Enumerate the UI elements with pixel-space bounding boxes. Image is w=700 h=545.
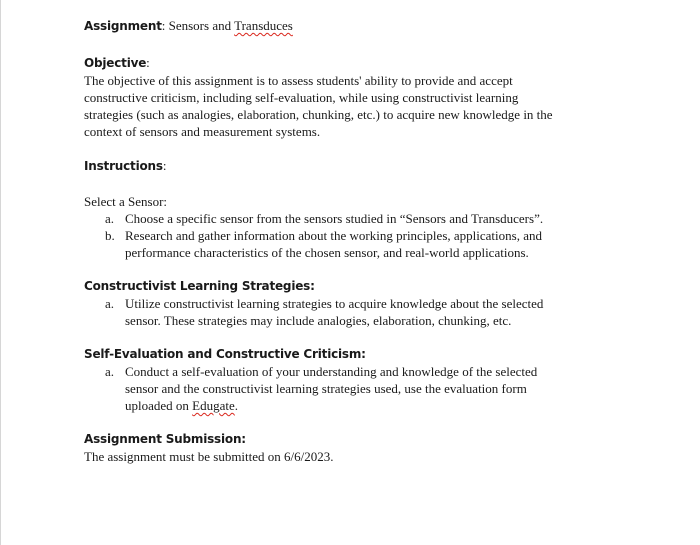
instructions-heading: Instructions bbox=[84, 159, 163, 173]
list-item-line: sensor and the constructivist learning strategies used, use the evaluation form bbox=[125, 381, 527, 396]
submission-text: The assignment must be submitted on 6/6/2023. bbox=[84, 449, 334, 464]
list-item bbox=[84, 210, 614, 227]
assignment-title-prefix: Sensors and bbox=[168, 18, 235, 33]
instructions-heading-line bbox=[84, 157, 614, 175]
list-marker: a. bbox=[105, 211, 115, 226]
objective-line: The objective of this assignment is to assess students' ability to provide and accept bbox=[84, 73, 513, 88]
objective-colon: : bbox=[146, 55, 150, 70]
strategies-list bbox=[84, 295, 614, 329]
list-item-line: Research and gather information about the working principles, applications, and bbox=[125, 228, 542, 243]
select-sensor-list bbox=[84, 210, 614, 261]
self-evaluation-heading: Self-Evaluation and Constructive Criticism: bbox=[84, 347, 366, 361]
objective-heading: Objective bbox=[84, 56, 147, 70]
list-item bbox=[84, 363, 614, 414]
list-item-line: Conduct a self-evaluation of your understanding and knowledge of the selected bbox=[125, 364, 538, 379]
select-sensor-label: Select a Sensor: bbox=[84, 194, 168, 209]
assignment-separator: : bbox=[161, 18, 166, 33]
list-item-line: sensor. These strategies may include analogies, elaboration, chunking, etc. bbox=[125, 313, 512, 328]
list-item-line: Utilize constructivist learning strategies to acquire knowledge about the selected bbox=[125, 296, 544, 311]
self-evaluation-section bbox=[84, 346, 614, 414]
self-evaluation-list bbox=[84, 363, 614, 414]
misspelled-word-edugate[interactable]: Edugate bbox=[192, 398, 235, 413]
assignment-title-line bbox=[84, 17, 614, 35]
objective-line: strategies (such as analogies, elaboration, chunking, etc.) to acquire new knowledge in the bbox=[84, 107, 553, 122]
page-left-edge bbox=[0, 0, 1, 545]
list-marker: a. bbox=[105, 364, 115, 379]
strategies-heading: Constructivist Learning Strategies: bbox=[84, 279, 315, 293]
list-marker: a. bbox=[105, 296, 115, 311]
objective-heading-line bbox=[84, 54, 614, 72]
document-body bbox=[84, 17, 614, 465]
list-item-line: Choose a specific sensor from the sensors studied in “Sensors and Transducers”. bbox=[125, 211, 544, 226]
objective-line: constructive criticism, including self-evaluation, while using constructivist learning bbox=[84, 90, 519, 105]
line-text: . bbox=[234, 398, 238, 413]
assignment-label: Assignment bbox=[84, 19, 162, 33]
submission-section bbox=[84, 431, 614, 465]
list-item-line bbox=[125, 397, 614, 414]
misspelled-word-transduces[interactable]: Transduces bbox=[234, 18, 293, 33]
list-item bbox=[84, 227, 614, 261]
submission-heading: Assignment Submission: bbox=[84, 432, 246, 446]
objective-line: context of sensors and measurement systems. bbox=[84, 124, 321, 139]
select-sensor-section bbox=[84, 193, 614, 261]
objective-section bbox=[84, 54, 614, 140]
strategies-section bbox=[84, 278, 614, 329]
list-marker: b. bbox=[105, 228, 115, 243]
instructions-colon: : bbox=[162, 158, 167, 173]
list-item bbox=[84, 295, 614, 329]
list-item-line: performance characteristics of the chosen sensor, and real-world applications. bbox=[125, 245, 529, 260]
line-text: uploaded on bbox=[125, 398, 193, 413]
